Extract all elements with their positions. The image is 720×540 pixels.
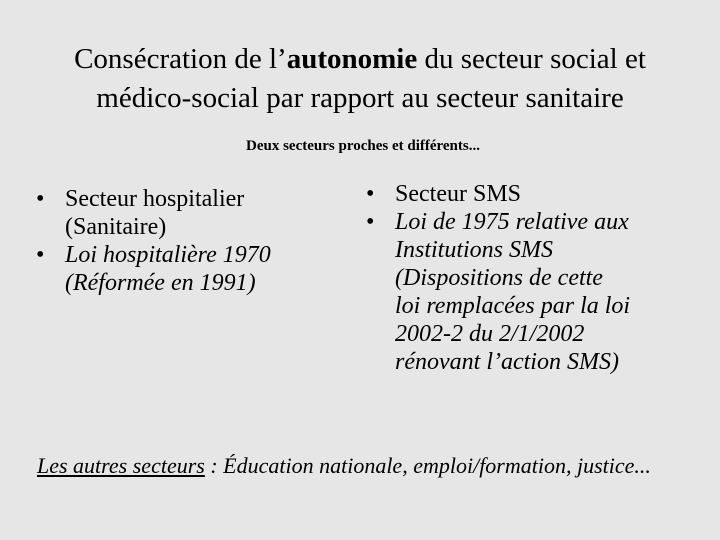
list-item-text: (Dispositions de cette bbox=[395, 265, 603, 291]
title-text-end: du secteur social et bbox=[417, 43, 646, 75]
bullet-icon: • bbox=[36, 186, 45, 212]
list-item-text: Loi de 1975 relative aux bbox=[395, 209, 629, 235]
bullet-icon: • bbox=[36, 242, 45, 268]
bullet-icon: • bbox=[366, 181, 375, 207]
right-column-list bbox=[366, 180, 686, 376]
list-item-hospital-law bbox=[36, 241, 336, 297]
list-item-text: Secteur hospitalier bbox=[65, 186, 245, 212]
other-sectors-text: : Éducation nationale, emploi/formation, justice... bbox=[204, 453, 651, 478]
bullet-icon: • bbox=[366, 209, 375, 235]
title-emphasis: autonomie bbox=[286, 43, 418, 75]
list-item-text: Secteur SMS bbox=[395, 181, 521, 207]
list-item-text: 2002-2 du 2/1/2002 bbox=[395, 321, 585, 347]
list-item-text: rénovant l’action SMS) bbox=[395, 349, 619, 375]
list-item-text: (Réformée en 1991) bbox=[65, 270, 256, 296]
title-line-1 bbox=[0, 40, 720, 79]
list-item-text: (Sanitaire) bbox=[65, 214, 167, 240]
left-column-list bbox=[36, 185, 336, 297]
list-item-text: loi remplacées par la loi bbox=[395, 293, 631, 319]
title-line-2: médico-social par rapport au secteur sanitaire bbox=[96, 82, 624, 114]
slide-subtitle: Deux secteurs proches et différents... bbox=[246, 138, 480, 154]
list-item-hospital-sector bbox=[36, 185, 336, 241]
list-item-text: Loi hospitalière 1970 bbox=[65, 242, 271, 268]
other-sectors-note bbox=[37, 452, 711, 480]
other-sectors-label: Les autres secteurs bbox=[37, 453, 205, 478]
list-item-text: Institutions SMS bbox=[395, 237, 554, 263]
list-item-sms-law bbox=[366, 208, 686, 376]
title-text-start: Consécration de l’ bbox=[74, 43, 287, 75]
list-item-sms-sector bbox=[366, 180, 686, 208]
slide-title bbox=[0, 40, 720, 118]
